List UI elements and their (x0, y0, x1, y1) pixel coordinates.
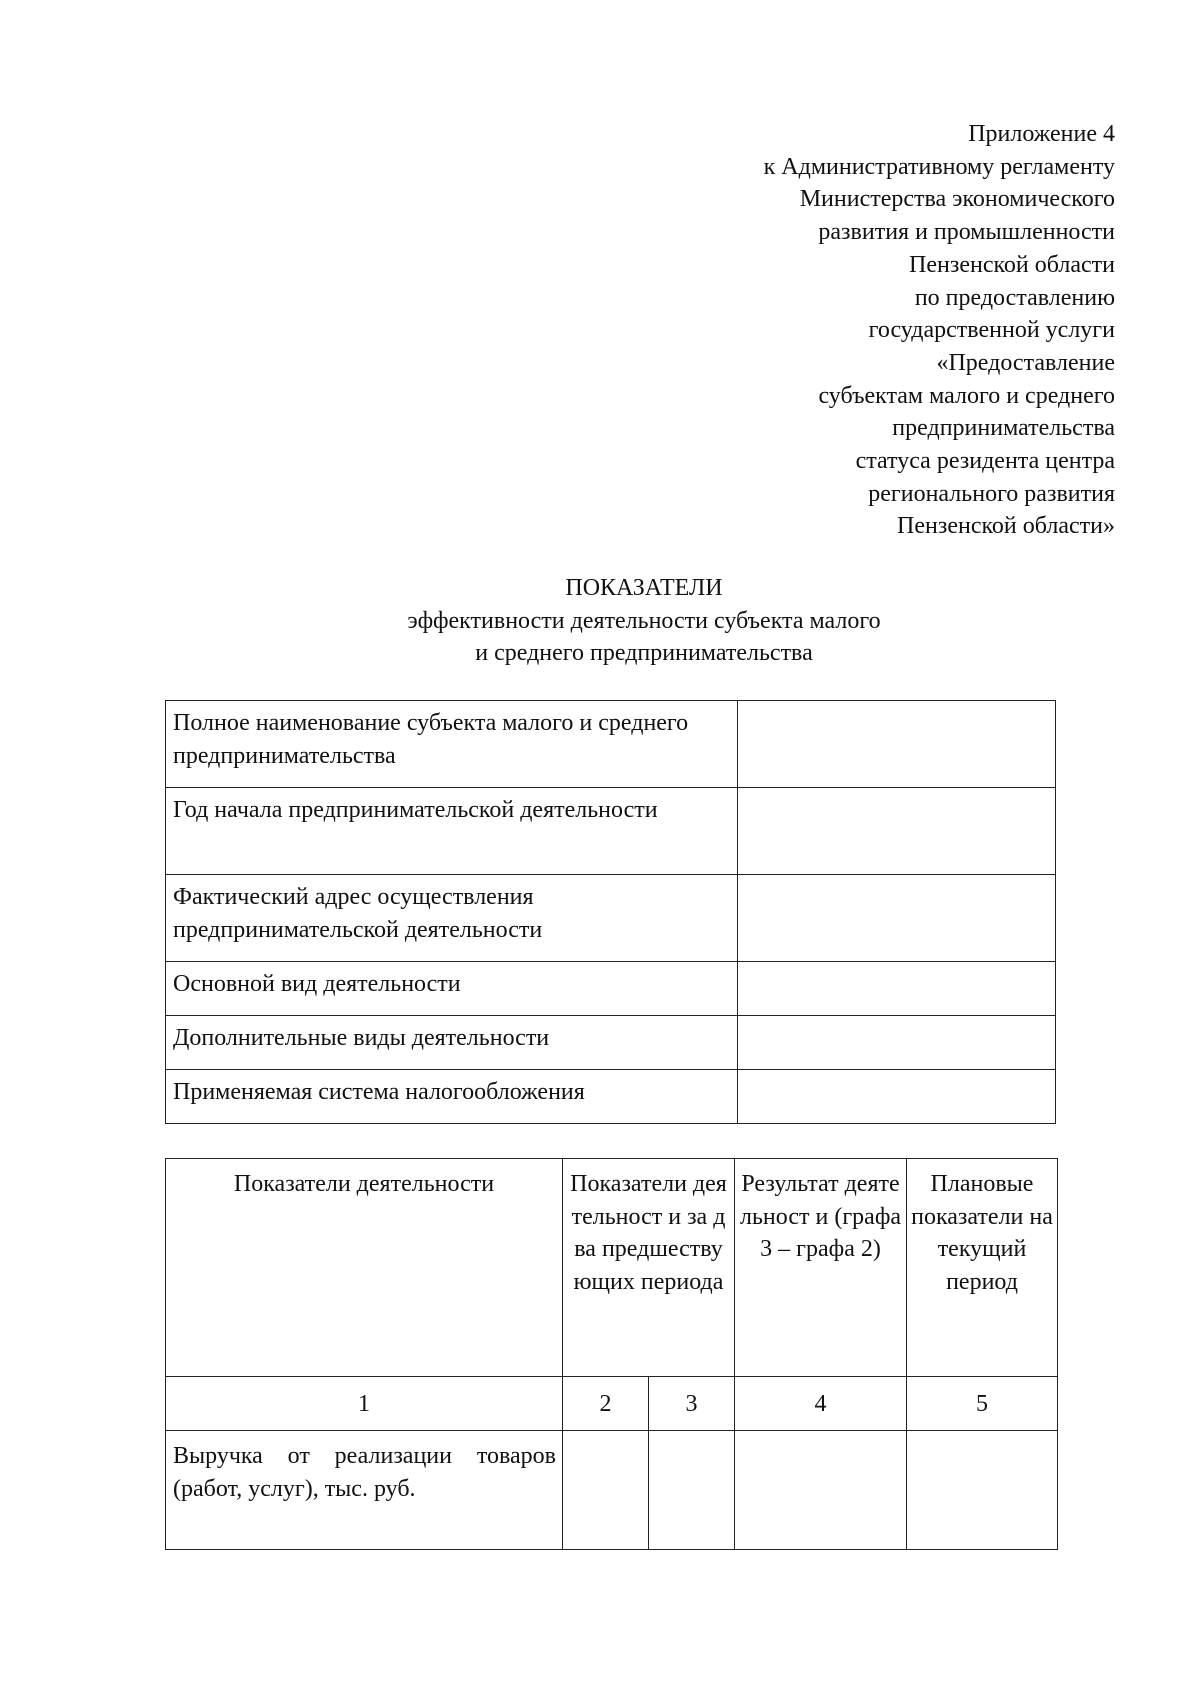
value-cell[interactable] (738, 788, 1056, 875)
row-label: Основной вид деятельности (166, 962, 738, 1016)
title-subtitle-line: эффективности деятельности субъекта малого (407, 607, 881, 634)
title-subtitle-line: и среднего предпринимательства (475, 640, 813, 667)
table-row (166, 1070, 1056, 1124)
header-result: Результат деятельност и (графа 3 – графа 2) (735, 1159, 907, 1377)
performance-indicators-table (165, 1158, 1058, 1550)
column-number: 4 (735, 1377, 907, 1431)
entity-info-table (165, 700, 1056, 1124)
appendix-line: по предоставлению (914, 284, 1115, 311)
value-cell[interactable] (738, 962, 1056, 1016)
column-number: 3 (649, 1377, 735, 1431)
appendix-line: регионального развития (868, 480, 1115, 507)
row-label: Выручка от реализации товаров (работ, услуг), тыс. руб. (166, 1431, 563, 1550)
appendix-line: субъектам малого и среднего (818, 382, 1115, 409)
row-label: Дополнительные виды деятельности (166, 1016, 738, 1070)
value-cell[interactable] (735, 1431, 907, 1550)
appendix-line: к Административному регламенту (763, 153, 1115, 180)
table-row (166, 875, 1056, 962)
value-cell[interactable] (563, 1431, 649, 1550)
appendix-line: развития и промышленности (818, 219, 1115, 246)
appendix-line: государственной услуги (868, 317, 1115, 344)
appendix-line: статуса резидента центра (855, 448, 1115, 475)
appendix-line: «Предоставление (936, 349, 1115, 376)
value-cell[interactable] (907, 1431, 1058, 1550)
table-header-row (166, 1159, 1058, 1377)
value-cell[interactable] (649, 1431, 735, 1550)
table-row (166, 962, 1056, 1016)
column-numbers-row (166, 1377, 1058, 1431)
table-row (166, 1431, 1058, 1550)
header-planned: Плановые показатели на текущий период (907, 1159, 1058, 1377)
appendix-line: Министерства экономического (799, 186, 1115, 213)
document-title (0, 572, 1200, 670)
appendix-line: Пензенской области (909, 251, 1115, 278)
row-label: Год начала предпринимательской деятельности (166, 788, 738, 875)
row-label: Полное наименование субъекта малого и среднего предпринимательства (166, 701, 738, 788)
table-row (166, 1016, 1056, 1070)
title-heading: ПОКАЗАТЕЛИ (565, 575, 723, 601)
table-row (166, 788, 1056, 875)
appendix-line: Пензенской области» (897, 513, 1115, 540)
value-cell[interactable] (738, 1016, 1056, 1070)
column-number: 5 (907, 1377, 1058, 1431)
appendix-line: Приложение 4 (968, 121, 1115, 147)
value-cell[interactable] (738, 1070, 1056, 1124)
value-cell[interactable] (738, 875, 1056, 962)
value-cell[interactable] (738, 701, 1056, 788)
appendix-header (764, 118, 1115, 543)
appendix-line: предпринимательства (892, 415, 1115, 442)
row-label: Применяемая система налогообложения (166, 1070, 738, 1124)
header-previous-periods: Показатели деятельност и за два предшеству ющих периода (563, 1159, 735, 1377)
row-label: Фактический адрес осуществления предпринимательской деятельности (166, 875, 738, 962)
column-number: 2 (563, 1377, 649, 1431)
table-row (166, 701, 1056, 788)
header-indicators: Показатели деятельности (166, 1159, 563, 1377)
column-number: 1 (166, 1377, 563, 1431)
